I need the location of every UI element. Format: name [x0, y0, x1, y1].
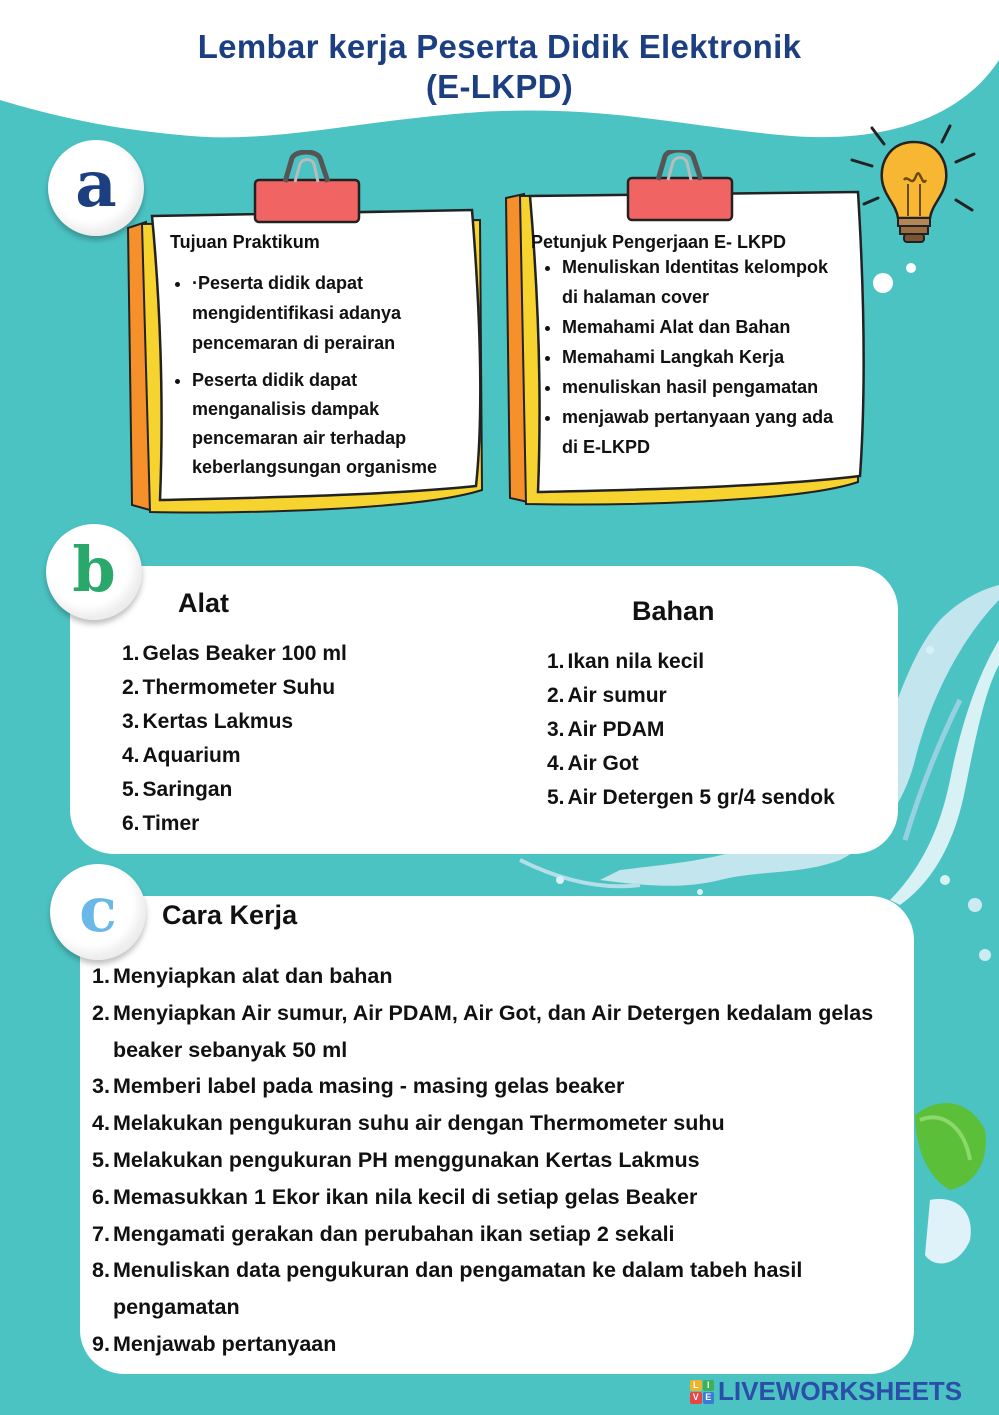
bahan-list — [547, 645, 887, 815]
cara-kerja-step-text: Menyiapkan Air sumur, Air PDAM, Air Got, dan Air Detergen kedalam gelas beaker sebanyak 50 ml — [112, 1000, 874, 1062]
alat-title: Alat — [178, 588, 230, 618]
alat-item-number: 3. — [122, 710, 140, 733]
alat-list — [122, 637, 502, 841]
logo-letter: E — [703, 1392, 715, 1404]
cara-kerja-step-number: 8. — [92, 1258, 110, 1283]
petunjuk-item: • Memahami Alat dan Bahan — [562, 312, 840, 342]
tujuan-list — [170, 268, 450, 482]
alat-item — [122, 739, 502, 773]
logo-letter: V — [690, 1392, 702, 1404]
logo-letter: L — [690, 1380, 702, 1392]
cara-kerja-step-text: Menuliskan data pengukuran dan pengamatan ke dalam tabeh hasil pengamatan — [112, 1258, 803, 1320]
alat-item-number: 2. — [122, 676, 140, 699]
tujuan-item: • ·Peserta didik dapat mengidentifikasi adanya pencemaran di perairan — [192, 268, 450, 358]
alat-item-text: Gelas Beaker 100 ml — [142, 642, 347, 665]
alat-item-text: Thermometer Suhu — [142, 676, 336, 699]
cara-kerja-step — [92, 1068, 892, 1105]
page-title-line-1: Lembar kerja Peserta Didik Elektronik — [197, 28, 802, 65]
cara-kerja-step — [92, 1252, 892, 1326]
bahan-item-text: Air Detergen 5 gr/4 sendok — [567, 786, 835, 809]
alat-item-text: Timer — [142, 812, 200, 835]
cara-kerja-step-text: Menjawab pertanyaan — [112, 1331, 337, 1356]
petunjuk-list — [540, 252, 840, 462]
page-title-line-2: (E-LKPD) — [425, 68, 574, 105]
tujuan-heading: Tujuan Praktikum — [170, 232, 320, 252]
cara-kerja-step-text: Mengamati gerakan dan perubahan ikan setiap 2 sekali — [112, 1221, 675, 1246]
bahan-title: Bahan — [632, 596, 715, 626]
binder-clip-icon — [628, 150, 732, 220]
cara-kerja-step-number: 3. — [92, 1074, 110, 1099]
section-a-letter: a — [75, 146, 117, 222]
bahan-item-text: Ikan nila kecil — [567, 650, 705, 673]
alat-item — [122, 705, 502, 739]
cara-kerja-step — [92, 1142, 892, 1179]
petunjuk-item: • menjawab pertanyaan yang ada di E-LKPD — [562, 402, 840, 462]
cara-kerja-title: Cara Kerja — [162, 900, 298, 930]
petunjuk-item: • menuliskan hasil pengamatan — [562, 372, 840, 402]
cara-kerja-step-number: 9. — [92, 1331, 110, 1356]
cara-kerja-step-text: Memberi label pada masing - masing gelas beaker — [112, 1074, 625, 1099]
alat-item — [122, 807, 502, 841]
petunjuk-item: • Menuliskan Identitas kelompok di halaman cover — [562, 252, 840, 312]
alat-item-text: Saringan — [142, 778, 233, 801]
alat-item-number: 1. — [122, 642, 140, 665]
alat-item-text: Kertas Lakmus — [142, 710, 294, 733]
cara-kerja-step-number: 7. — [92, 1221, 110, 1246]
bahan-item-number: 3. — [547, 718, 565, 741]
cara-kerja-step — [92, 1179, 892, 1216]
alat-item — [122, 671, 502, 705]
alat-item-number: 6. — [122, 812, 140, 835]
section-b-badge — [46, 524, 142, 620]
cara-kerja-step-number: 2. — [92, 1000, 110, 1025]
section-b-letter: b — [72, 532, 116, 606]
cara-kerja-step-number: 6. — [92, 1184, 110, 1209]
bahan-item — [547, 781, 887, 815]
thought-bubble — [906, 263, 916, 273]
bahan-item — [547, 713, 887, 747]
cara-kerja-step — [92, 1105, 892, 1142]
alat-item — [122, 773, 502, 807]
cara-kerja-step-text: Menyiapkan alat dan bahan — [112, 964, 393, 988]
cara-kerja-step-text: Melakukan pengukuran suhu air dengan Thermometer suhu — [112, 1111, 725, 1136]
logo-letter: I — [703, 1380, 715, 1392]
tujuan-item: • Peserta didik dapat menganalisis dampak pencemaran air terhadap keberlangsungan organisme — [192, 366, 450, 482]
petunjuk-item: • Memahami Langkah Kerja — [562, 342, 840, 372]
petunjuk-heading: Petunjuk Pengerjaan E- LKPD — [531, 232, 787, 252]
bahan-item — [547, 679, 887, 713]
binder-clip-icon — [255, 152, 359, 222]
alat-item-text: Aquarium — [142, 744, 241, 767]
liveworksheets-logo-icon — [690, 1380, 714, 1404]
section-c-badge — [50, 864, 146, 960]
bahan-item-text: Air Got — [567, 752, 639, 775]
alat-item-number: 5. — [122, 778, 140, 801]
section-c-letter: c — [79, 872, 117, 946]
bahan-item-number: 2. — [547, 684, 565, 707]
bahan-item-number: 1. — [547, 650, 565, 673]
bahan-item-text: Air PDAM — [567, 718, 665, 741]
cara-kerja-step-number: 4. — [92, 1111, 110, 1136]
liveworksheets-watermark[interactable] — [690, 1376, 962, 1407]
cara-kerja-step-text: Memasukkan 1 Ekor ikan nila kecil di setiap gelas Beaker — [112, 1184, 698, 1209]
bahan-item-number: 4. — [547, 752, 565, 775]
liveworksheets-brand: LIVEWORKSHEETS — [718, 1376, 963, 1406]
thought-bubble — [873, 273, 893, 293]
bahan-item-number: 5. — [547, 786, 565, 809]
cara-kerja-step-number: 5. — [92, 1147, 110, 1172]
cara-kerja-step — [92, 995, 892, 1069]
alat-item — [122, 637, 502, 671]
bahan-item — [547, 645, 887, 679]
cara-kerja-step-number: 1. — [92, 964, 110, 988]
cara-kerja-step — [92, 958, 892, 995]
bahan-item — [547, 747, 887, 781]
cara-kerja-step — [92, 1216, 892, 1253]
cara-kerja-steps — [92, 958, 892, 1363]
leaf-decoration — [915, 1103, 986, 1263]
bahan-item-text: Air sumur — [567, 684, 667, 707]
cara-kerja-step-text: Melakukan pengukuran PH menggunakan Kertas Lakmus — [112, 1147, 700, 1172]
cara-kerja-step — [92, 1326, 892, 1363]
alat-item-number: 4. — [122, 744, 140, 767]
